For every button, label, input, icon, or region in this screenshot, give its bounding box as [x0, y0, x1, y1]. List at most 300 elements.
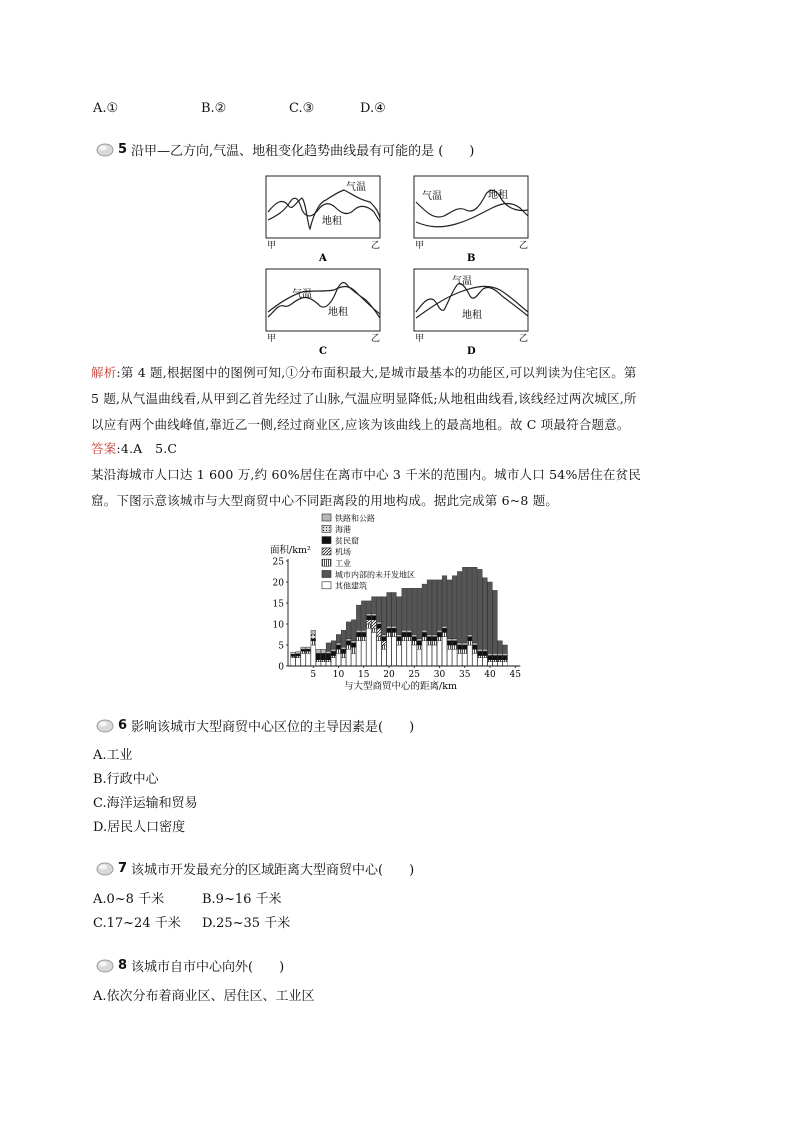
bar-segment [498, 660, 503, 662]
bar-segment [306, 653, 311, 666]
bar-segment [392, 626, 397, 628]
q4-option-c[interactable]: C.③ [289, 101, 315, 116]
bar-segment [457, 649, 462, 653]
bar-segment [356, 637, 361, 641]
bar-segment [311, 639, 316, 641]
legend-swatch [322, 582, 331, 589]
bar-segment [301, 649, 306, 651]
bar-segment [437, 641, 442, 666]
bar-segment [382, 597, 387, 635]
analysis-label: 解析 [91, 365, 117, 380]
bar-segment [468, 645, 473, 666]
bar-segment [331, 641, 336, 649]
bar-segment [301, 653, 306, 666]
question-marker-icon [96, 959, 114, 973]
analysis-block [91, 360, 703, 514]
bar-segment [336, 645, 341, 649]
legend-label: 城市内部的未开发地区 [335, 570, 415, 580]
x-tick-label: 20 [383, 670, 395, 680]
bar-segment [478, 658, 483, 666]
bar-segment [488, 660, 493, 662]
bar-segment [382, 645, 387, 649]
q5-paren: ( ) [438, 144, 475, 159]
bar-segment [407, 630, 412, 632]
bar-segment [351, 641, 356, 643]
legend-label: 机场 [335, 547, 351, 557]
bar-segment [498, 653, 503, 655]
bar-segment [468, 637, 473, 641]
y-tick-label: 15 [272, 599, 284, 610]
panel-d[interactable] [414, 269, 528, 357]
bar-segment [336, 653, 341, 666]
bar-segment [468, 567, 473, 634]
analysis-line-1: 解析:第 4 题,根据图中的图例可知,①分布面积最大,是城市最基本的功能区,可以判读为住宅区。第 [91, 365, 637, 380]
q6-option-a[interactable]: A.工业 [93, 748, 133, 763]
bar-segment [296, 656, 301, 658]
legend-label: 其他建筑 [335, 581, 367, 591]
bar-segment [493, 653, 498, 655]
bar-segment [503, 645, 508, 653]
bar-segment [367, 628, 372, 666]
bar-segment [422, 637, 427, 641]
bar-segment [473, 643, 478, 645]
bar-segment [372, 628, 377, 632]
bar-segment [452, 641, 457, 645]
bar-segment [311, 645, 316, 666]
bar-segment [417, 641, 422, 645]
bar-segment [422, 641, 427, 666]
bar-segment [503, 653, 508, 655]
bar-segment [392, 593, 397, 627]
bar-segment [291, 654, 296, 656]
q4-option-b[interactable]: B.② [201, 101, 227, 116]
bar-segment [331, 658, 336, 666]
bar-segment [493, 656, 498, 660]
bar-segment [346, 622, 351, 639]
panel-c-start: 甲 [267, 334, 277, 344]
panel-c-rent-label: 地租 [328, 307, 348, 318]
bar-segment [468, 635, 473, 637]
bar-segment [402, 630, 407, 632]
x-tick-label: 35 [459, 670, 471, 680]
bar-segment [336, 635, 341, 643]
bar-segment [412, 588, 417, 634]
bar-segment [346, 649, 351, 666]
y-tick-label: 0 [278, 662, 284, 673]
bar-segment [372, 614, 377, 616]
bar-segment [402, 588, 407, 630]
bar-segment [361, 632, 366, 636]
question-marker-icon [96, 719, 114, 733]
bar-segment [356, 641, 361, 666]
legend-swatch [322, 525, 331, 532]
bar-segment [498, 656, 503, 660]
bar-segment [442, 626, 447, 628]
panel-b[interactable] [414, 176, 528, 264]
q6-option-c[interactable]: C.海洋运输和贸易 [93, 796, 198, 811]
bar-segment [326, 651, 331, 653]
q6-stem: 影响该城市大型商贸中心区位的主导因素是( ) [131, 720, 415, 735]
bar-segment [326, 662, 331, 666]
panel-b-letter: B [467, 253, 476, 264]
bar-segment [296, 652, 301, 654]
analysis-line-2: 5 题,从气温曲线看,从甲到乙首先经过了山脉,气温应明显降低;从地租曲线看,该线经过两次城区,所 [91, 391, 637, 406]
bar-segment [412, 635, 417, 637]
bar-segment [382, 635, 387, 637]
bar-segment [301, 647, 306, 649]
question-marker-icon [96, 143, 114, 157]
y-tick-label: 10 [272, 620, 284, 631]
bar-segment [437, 637, 442, 641]
bar-segment [473, 645, 478, 649]
bar-segment [356, 630, 361, 632]
q5-number: 5 [118, 142, 128, 157]
bar-segment [402, 641, 407, 666]
y-tick-label: 25 [272, 557, 284, 568]
bar-segment [372, 616, 377, 620]
bar-segment [367, 616, 372, 620]
y-tick-label: 20 [272, 578, 284, 589]
legend-swatch [322, 548, 331, 555]
bar-segment [372, 632, 377, 666]
chart-ylabel: 面积/km² [270, 545, 311, 556]
q7-option-c[interactable]: C.17~24 千米 [93, 916, 181, 931]
bar-segment [503, 660, 508, 662]
bar-segment [402, 632, 407, 636]
bar-segment [452, 639, 457, 641]
panel-c-temp-curve [268, 287, 380, 315]
q8-header [96, 956, 284, 975]
bar-segment [382, 649, 387, 666]
bar-segment [457, 645, 462, 649]
bar-segment [367, 624, 372, 628]
bar-segment [447, 649, 452, 666]
answer-label: 答案 [91, 441, 117, 456]
panel-b-temp-label: 气温 [422, 191, 442, 202]
bar-segment [488, 656, 493, 660]
bar-segment [483, 651, 488, 655]
bar-segment [392, 628, 397, 632]
bar-segment [427, 645, 432, 666]
x-tick-label: 10 [332, 670, 345, 680]
bar-segment [498, 641, 503, 654]
panel-c-temp-label: 气温 [292, 289, 312, 300]
q6-option-b[interactable]: B.行政中心 [93, 772, 159, 787]
panel-a[interactable] [266, 176, 380, 264]
bar-segment [498, 662, 503, 666]
bar-segment [316, 662, 321, 666]
bar-segment [397, 597, 402, 635]
bar-segment [493, 590, 498, 653]
bar-segment [442, 628, 447, 632]
bar-segment [483, 656, 488, 658]
panel-b-end: 乙 [519, 241, 529, 251]
chart-xlabel: 与大型商贸中心的距离/km [344, 681, 457, 692]
question-marker-icon [96, 862, 114, 876]
bar-segment [452, 645, 457, 649]
bar-segment [493, 660, 498, 662]
bar-segment [392, 637, 397, 666]
bar-segment [377, 637, 382, 641]
bar-segment [407, 632, 412, 636]
bar-segment [478, 656, 483, 658]
bar-segment [488, 582, 493, 653]
panel-a-start: 甲 [267, 241, 277, 251]
analysis-line-3: 以应有两个曲线峰值,靠近乙一侧,经过商业区,应该为该曲线上的最高地租。故 C 项最符合题意。 [91, 417, 630, 432]
bar-segment [412, 637, 417, 641]
bar-segment [356, 605, 361, 630]
bar-segment [377, 597, 382, 622]
legend-label: 海港 [335, 525, 351, 535]
panel-a-rent-label: 地租 [322, 216, 342, 227]
bar-segment [483, 658, 488, 666]
bar-segment [377, 624, 382, 628]
bar-segment [361, 601, 366, 630]
bar-segment [462, 643, 467, 645]
bar-segment [478, 651, 483, 655]
legend-label: 工业 [335, 559, 351, 568]
bar-segment [301, 651, 306, 653]
bar-segment [427, 580, 432, 635]
legend-swatch [322, 559, 331, 566]
bar-segment [321, 662, 326, 666]
intro-line-2: 窟。下图示意该城市与大型商贸中心不同距离段的用地构成。据此完成第 6~8 题。 [91, 493, 559, 508]
bar-segment [462, 567, 467, 643]
bar-segment [488, 653, 493, 655]
bar-segment [392, 632, 397, 636]
bar-segment [361, 637, 366, 641]
q7-header [96, 859, 414, 878]
bar-segment [442, 632, 447, 636]
intro-line-1: 某沿海城市人口达 1 600 万,约 60%居住在离市中心 3 千米的范围内。城市人口 54%居住在贫民 [91, 467, 642, 482]
bar-segment [417, 588, 422, 638]
bar-segment [291, 658, 296, 666]
q7-option-b[interactable]: B.9~16 千米 [202, 892, 282, 907]
bar-segment [427, 635, 432, 637]
panel-a-letter: A [319, 253, 327, 264]
bar-segment [473, 567, 478, 643]
bar-segment [316, 649, 321, 653]
bar-segment [432, 637, 437, 641]
bar-segment [397, 637, 402, 641]
bar-segment [311, 630, 316, 634]
bar-segment [387, 593, 392, 627]
panel-d-rent-label: 地租 [462, 310, 482, 321]
bar-segment [351, 647, 356, 653]
bar-segment [367, 620, 372, 624]
q5-header [96, 140, 474, 159]
bar-segment [372, 620, 377, 628]
q5-option-figures [262, 172, 534, 362]
x-tick-label: 15 [358, 670, 370, 680]
bar-segment [493, 662, 498, 666]
bar-segment [447, 645, 452, 649]
q4-option-a[interactable]: A.① [93, 101, 119, 116]
bar-segment [351, 643, 356, 647]
bar-segment [483, 649, 488, 651]
panel-d-start: 甲 [415, 334, 425, 344]
q7-option-d[interactable]: D.25~35 千米 [202, 916, 291, 931]
panel-a-end: 乙 [371, 241, 381, 251]
bar-segment [382, 637, 387, 641]
bar-segment [306, 647, 311, 649]
bar-segment [387, 626, 392, 628]
bar-segment [336, 643, 341, 645]
panel-b-start: 甲 [415, 241, 425, 251]
q5-stem: 沿甲—乙方向,气温、地租变化趋势曲线最有可能的是 [131, 144, 435, 159]
bar-segment [372, 597, 377, 614]
bar-segment [296, 654, 301, 656]
bar-segment [367, 614, 372, 616]
bar-segment [296, 658, 301, 666]
bar-segment [321, 653, 326, 659]
legend-swatch [322, 571, 331, 578]
bar-segment [452, 576, 457, 639]
panel-c-letter: C [319, 346, 327, 357]
bar-segment [488, 662, 493, 666]
panel-d-end: 乙 [519, 334, 529, 344]
bar-segment [473, 649, 478, 653]
bar-segment [412, 641, 417, 645]
x-tick-label: 45 [509, 670, 521, 680]
bar-segment [422, 584, 427, 630]
bar-segment [447, 641, 452, 645]
bar-segment [306, 649, 311, 651]
legend-swatch [322, 537, 331, 544]
bar-segment [326, 660, 331, 662]
q7-stem: 该城市开发最充分的区域距离大型商贸中心( ) [131, 863, 415, 878]
bar-segment [377, 628, 382, 636]
bar-segment [341, 630, 346, 647]
bar-segment [417, 645, 422, 649]
bar-segment [432, 641, 437, 645]
q8-stem: 该城市自市中心向外( ) [131, 960, 285, 975]
legend-label: 贫民窟 [335, 536, 359, 546]
bar-segment [361, 641, 366, 666]
panel-d-letter: D [467, 346, 476, 357]
bar-segment [442, 637, 447, 666]
bar-segment [442, 576, 447, 626]
bar-segment [397, 641, 402, 645]
bar-segment [316, 660, 321, 662]
bar-segment [468, 641, 473, 645]
q8-option-a[interactable]: A.依次分布着商业区、居住区、工业区 [93, 989, 315, 1004]
bar-segment [462, 649, 467, 653]
bar-segment [452, 649, 457, 666]
bar-segment [427, 637, 432, 641]
bar-segment [462, 653, 467, 666]
bar-segment [397, 635, 402, 637]
bar-segment [331, 651, 336, 655]
bar-segment [331, 656, 336, 658]
bar-segment [382, 641, 387, 645]
bar-segment [412, 645, 417, 666]
x-tick-label: 40 [484, 670, 496, 680]
q6-number: 6 [118, 718, 128, 733]
bar-segment [432, 635, 437, 637]
bar-segment [341, 649, 346, 653]
bar-segment [291, 652, 296, 654]
bar-segment [356, 632, 361, 636]
bar-segment [387, 632, 392, 636]
bar-segment [447, 639, 452, 641]
bar-segment [422, 632, 427, 636]
bar-segment [437, 632, 442, 636]
panel-c-end: 乙 [371, 334, 381, 344]
bar-segment [478, 649, 483, 651]
bar-segment [346, 641, 351, 645]
bar-segment [478, 569, 483, 649]
bar-segment [351, 653, 356, 666]
bar-segment [457, 653, 462, 666]
bar-segment [417, 639, 422, 641]
bar-segment [503, 656, 508, 660]
bar-segment [367, 601, 372, 614]
bar-segment [321, 649, 326, 653]
legend-swatch [322, 514, 331, 521]
bar-segment [346, 645, 351, 649]
bar-segment [387, 637, 392, 666]
bar-segment [361, 630, 366, 632]
bar-segment [341, 647, 346, 649]
panel-a-temp-label: 气温 [346, 182, 366, 193]
q6-option-d[interactable]: D.居民人口密度 [93, 820, 186, 835]
bar-segment [321, 660, 326, 662]
bar-segment [457, 643, 462, 645]
bar-segment [326, 653, 331, 659]
panel-c[interactable] [266, 269, 380, 357]
bar-segment [422, 630, 427, 632]
q6-header [96, 716, 414, 735]
bar-segment [457, 572, 462, 643]
panel-b-rent-label: 地租 [488, 190, 508, 201]
bar-segment [351, 620, 356, 641]
answer-text: :4.A 5.C [116, 441, 178, 456]
bar-segment [311, 641, 316, 645]
bar-segment [483, 578, 488, 649]
bar-segment [346, 639, 351, 641]
bar-segment [377, 622, 382, 624]
bar-segment [311, 635, 316, 639]
bar-segment [326, 643, 331, 651]
answer-line [91, 436, 703, 462]
bar-segment [387, 628, 392, 632]
bar-segment [437, 580, 442, 630]
q7-number: 7 [118, 861, 128, 876]
x-tick-label: 25 [408, 670, 420, 680]
q7-option-a[interactable]: A.0~8 千米 [93, 892, 165, 907]
panel-d-temp-label: 气温 [452, 276, 472, 287]
bar-segment [503, 662, 508, 666]
bar-segment [316, 653, 321, 659]
bar-segment [402, 637, 407, 641]
bar-segment [427, 641, 432, 645]
bar-segment [473, 653, 478, 666]
x-tick-label: 30 [433, 670, 446, 680]
y-tick-label: 5 [278, 641, 284, 652]
legend-label: 铁路和公路 [335, 513, 375, 523]
bar-segment [407, 637, 412, 641]
bar-segment [407, 588, 412, 630]
q4-option-d[interactable]: D.④ [360, 101, 386, 116]
bar-segment [432, 645, 437, 666]
bar-segment [341, 653, 346, 657]
bar-segment [377, 641, 382, 666]
bar-segment [331, 649, 336, 651]
bar-segment [397, 645, 402, 666]
chart-legend [322, 513, 415, 591]
bar-segment [417, 649, 422, 666]
